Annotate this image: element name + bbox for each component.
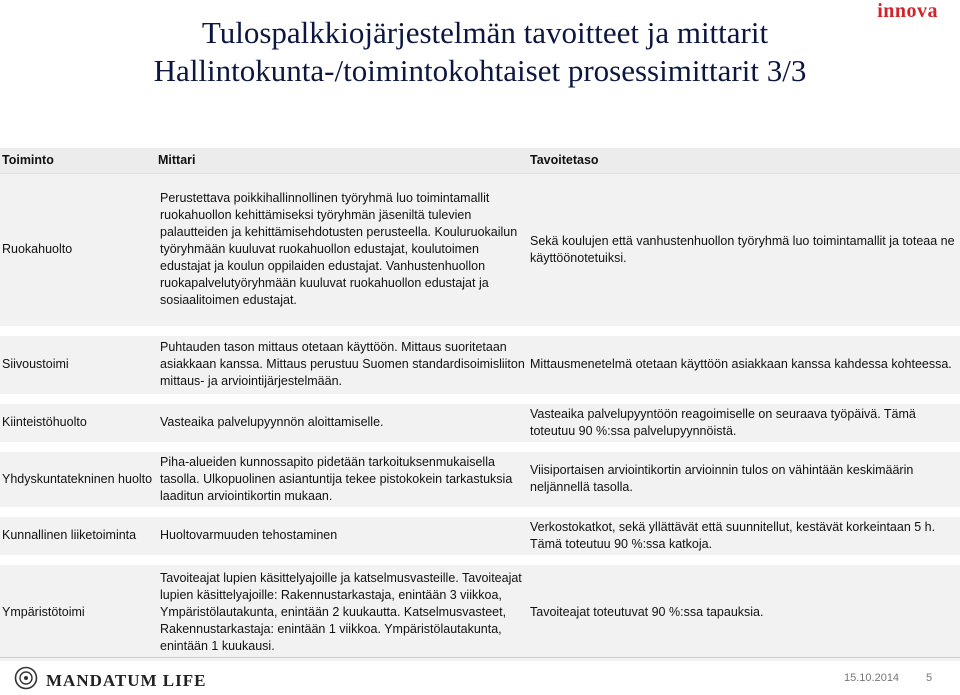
cell-mittari: Tavoiteajat lupien käsittelyajoille ja katselmusvasteille. Tavoiteajat lupien käsittelyajoille: Rakennustarkastaja, enintään 3 viikkoa, Ympäristölautakunta, enintään 2 kuukautta. Katselmusvasteet, Rakennustarkastaja: enintään 1 viikkoa. Ympäristölautakunta, enintään 1 kuukausi. [156, 565, 528, 661]
cell-tavoitetaso: Tavoiteajat toteutuvat 90 %:ssa tapauksia. [528, 565, 960, 661]
mandatum-emblem-icon [14, 666, 38, 695]
table-header-row [0, 148, 960, 174]
cell-mittari: Perustettava poikkihallinnollinen työryhmä luo toimintamallit ruokahuollon kehittämiseksi työryhmän jäseniltä tulevien palautteiden ja kehittämisehdotusten perusteella. Kouluruokailun työryhmään kuuluvat ruokahuollon edustajat, koulutoimen edustajat ja koulun oppilaiden edustajat. Vanhustenhuollon ruokapalvelutyöryhmään kuuluvat ruokahuollon edustajat ja sosiaalitoimen edustajat. [156, 174, 528, 326]
table-row [0, 565, 960, 661]
cell-toiminto: Yhdyskuntatekninen huolto [0, 452, 156, 507]
cell-mittari: Piha-alueiden kunnossapito pidetään tarkoituksenmukaisella tasolla. Ulkopuolinen asiantuntija tekee pistokokein tarkastuksia laaditun arviointikortin mukaan. [156, 452, 528, 507]
cell-tavoitetaso: Verkostokatkot, sekä yllättävät että suunnitellut, kestävät korkeintaan 5 h. Tämä toteutuu 90 %:ssa katkoja. [528, 517, 960, 555]
cell-mittari: Vasteaika palvelupyynnön aloittamiselle. [156, 404, 528, 442]
logo-text: MANDATUM LIFE [46, 670, 207, 690]
cell-toiminto: Kunnallinen liiketoiminta [0, 517, 156, 555]
page-title [0, 14, 960, 90]
header-mittarit: Mittari [156, 148, 528, 174]
table-row [0, 174, 960, 326]
cell-tavoitetaso: Vasteaika palvelupyyntöön reagoimiselle on seuraava työpäivä. Tämä toteutuu 90 %:ssa palvelupyynnöistä. [528, 404, 960, 442]
cell-mittari: Huoltovarmuuden tehostaminen [156, 517, 528, 555]
cell-tavoitetaso: Mittausmenetelmä otetaan käyttöön asiakkaan kanssa kahdessa kohteessa. [528, 336, 960, 394]
innova-logo: innova [877, 0, 938, 22]
page-number: 5 [926, 672, 933, 684]
cell-toiminto: Ympäristötoimi [0, 565, 156, 661]
cell-mittari: Puhtauden tason mittaus otetaan käyttöön. Mittaus suoritetaan asiakkaan kanssa. Mittaus perustuu Suomen standardisoimisliiton mittaus- ja arviointijärjestelmään. [156, 336, 528, 394]
table-row [0, 336, 960, 394]
cell-toiminto: Kiinteistöhuolto [0, 404, 156, 442]
footer-divider [0, 657, 960, 658]
mandatum-life-logo [14, 666, 206, 695]
header-tavoitetaso: Tavoitetaso [528, 148, 960, 174]
table-row [0, 404, 960, 442]
title-line-2: Hallintokunta-/toimintokohtaiset prosessimittarit 3/3 [153, 53, 807, 88]
cell-toiminto: Ruokahuolto [0, 174, 156, 326]
header-toiminto: Toiminto [0, 148, 156, 174]
cell-toiminto: Siivoustoimi [0, 336, 156, 394]
title-line-1: Tulospalkkiojärjestelmän tavoitteet ja mittarit [201, 15, 769, 50]
metrics-table [0, 148, 960, 661]
footer-date: 15.10.2014 [844, 672, 900, 684]
table-row [0, 517, 960, 555]
cell-tavoitetaso: Viisiportaisen arviointikortin arvioinnin tulos on vähintään keskimäärin neljännellä tasolla. [528, 452, 960, 507]
cell-tavoitetaso: Sekä koulujen että vanhustenhuollon työryhmä luo toimintamallit ja toteaa ne käyttöönotetuiksi. [528, 174, 960, 326]
table-row [0, 452, 960, 507]
